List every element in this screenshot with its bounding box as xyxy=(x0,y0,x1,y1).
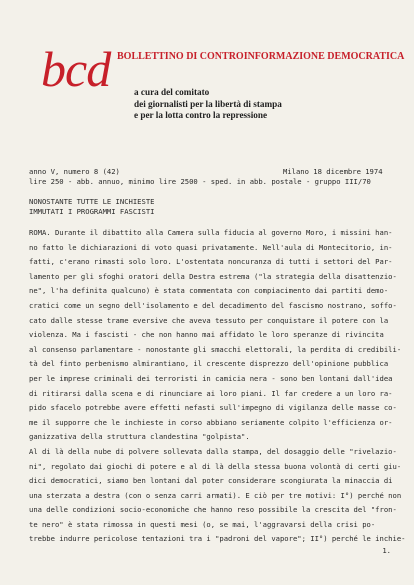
price-line: lire 250 - abb. annuo, minimo lire 2500 - sped. in abb. postale - gruppo III/70 xyxy=(29,177,371,186)
body-line: di ritirarsi dalla scena e di rinunciare ai loro piani. Il far credere a un loro ra- xyxy=(29,388,393,398)
body-line: per le imprese criminali dei terroristi in camicia nera - sono ben lontani dall'idea xyxy=(29,373,393,383)
body-line: tà del finto perbenismo almirantiano, il crescente disprezzo dell'opinione pubblica xyxy=(29,359,389,369)
body-line: me il supporre che le inchieste in corso abbiano seriamente colpito l'efficienza or- xyxy=(29,417,393,427)
heading-line: NONOSTANTE TUTTE LE INCHIESTE xyxy=(29,197,155,206)
body-line: te nero" è stata rimossa in questi mesi (o, se mai, l'aggravarsi della crisi po- xyxy=(29,519,376,529)
body-line: al consenso parlamentare - nonostante gli smacchi elettorali, la perdita di credibili- xyxy=(29,344,402,354)
issue-date: Milano 18 dicembre 1974 xyxy=(283,167,383,176)
body-line: pido sfacelo potrebbe avere effetti nefasti sull'impegno di vigilanza delle masse co- xyxy=(29,403,397,413)
body-line: una sterzata a destra (con o senza carri armati). E ciò per tre motivi: I°) perché non xyxy=(29,490,402,500)
body-line: fatti, c'erano rimasti solo loro. L'ostentata noncuranza di tutti i settori del Par- xyxy=(29,257,393,267)
article-body xyxy=(29,226,406,547)
publisher-credit xyxy=(134,87,282,122)
bulletin-title: BOLLETTINO DI CONTROINFORMAZIONE DEMOCRATICA xyxy=(117,51,405,62)
publisher-credit-line: dei giornalisti per la libertà di stampa xyxy=(134,98,282,109)
body-line: cratici come un segno dell'isolamento e del decadimento del fascismo nostrano, soffo- xyxy=(29,300,397,310)
heading-line: IMMUTATI I PROGRAMMI FASCISTI xyxy=(29,207,155,216)
body-line: no fatto le dichiarazioni di voto quasi privatamente. Nell'aula di Montecitorio, in- xyxy=(29,242,393,252)
body-line: ganizzativa della struttura clandestina "golpista". xyxy=(29,432,250,442)
page-number: 1. xyxy=(382,546,391,555)
body-line: ROMA. Durante il dibattito alla Camera sulla fiducia al governo Moro, i missini han- xyxy=(29,228,393,237)
body-line: lamento per gli sfoghi oratori della Destra estrema ("la strategia della disattenzio- xyxy=(29,271,397,281)
body-line: violenza. Ma i fascisti - che non hanno mai affidato le loro speranze di rivincita xyxy=(29,330,384,340)
logo: bcd xyxy=(41,41,111,97)
issue-line xyxy=(29,167,389,176)
article-heading xyxy=(29,197,155,217)
publisher-credit-line: e per la lotta contro la repressione xyxy=(134,110,268,120)
body-line: dici democratici, siamo ben lontani dal poter considerare scongiurata la minaccia di xyxy=(29,476,393,486)
body-line: Al di là della nube di polvere sollevata dalla stampa, del dosaggio delle "rivelazio- xyxy=(29,446,397,456)
publisher-credit-line: a cura del comitato xyxy=(134,87,210,97)
body-line: ni", regolato dai giochi di potere e al di là della stessa buona volontà di certi giu- xyxy=(29,461,402,471)
body-line: trebbe indurre pericolose tentazioni tra i "padroni del vapore"; II°) perché le inchie- xyxy=(29,534,406,544)
issue-number: anno V, numero 8 (42) xyxy=(29,167,120,176)
body-line: ne", l'ha definita qualcuno) è stata commentata con compiacimento dai partiti demo- xyxy=(29,286,389,296)
body-line: una delle condizioni socio-economiche che hanno reso possibile la crescita del "fron- xyxy=(29,505,397,515)
body-line: cato dalle stesse trame eversive che aveva tessuto per conquistare il potere con la xyxy=(29,315,389,325)
